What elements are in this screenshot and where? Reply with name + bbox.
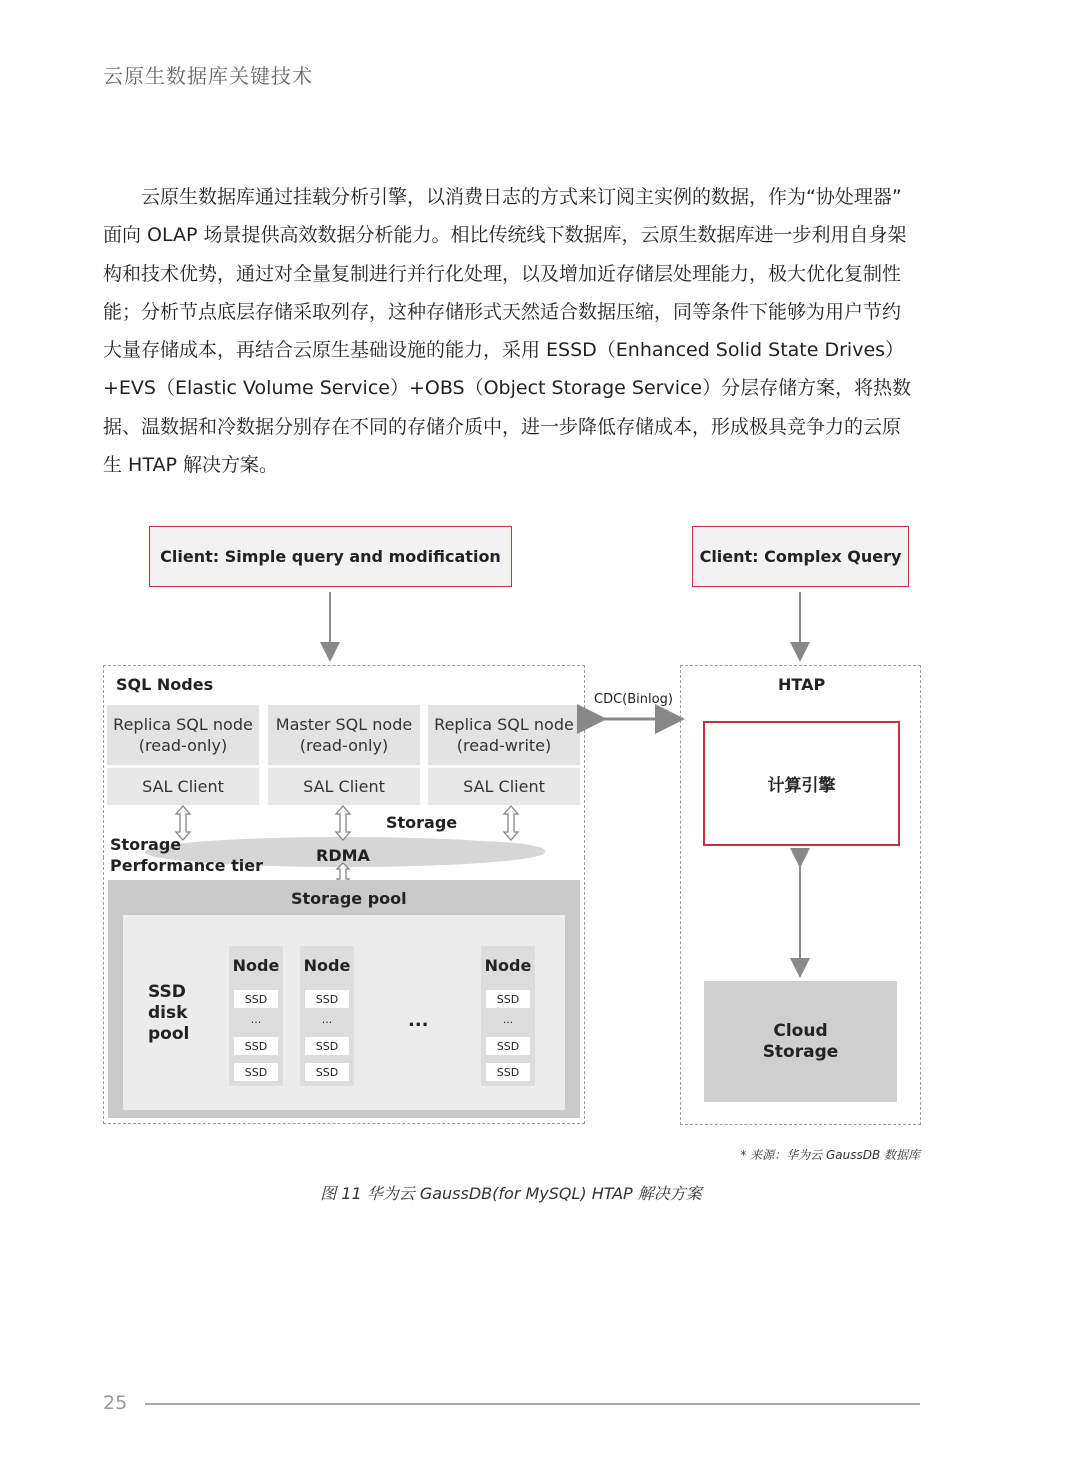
cloud-storage-line1: Cloud [773, 1020, 828, 1041]
sql-node-mode: (read-write) [456, 736, 552, 755]
ssd-pool-line1: SSD [148, 982, 186, 1002]
rdma-label: RDMA [316, 846, 370, 865]
sal-client-1: SAL Client [107, 768, 259, 805]
ellipsis: ... [250, 1013, 262, 1026]
ellipsis: ... [321, 1013, 333, 1026]
paragraph-line: 据、温数据和冷数据分别存在不同的存储介质中，进一步降低存储成本，形成极具竞争力的云原 [103, 415, 902, 438]
ssd-disk: SSD [234, 1063, 278, 1081]
sal-client-2: SAL Client [268, 768, 420, 805]
node-label: Node [232, 956, 280, 975]
ssd-pool-line3: pool [148, 1024, 190, 1044]
sql-node-name: Replica SQL node [113, 715, 253, 734]
ssd-disk: SSD [305, 1063, 349, 1081]
htap-title: HTAP [778, 675, 826, 694]
figure-caption: 图 11 华为云 GaussDB(for MySQL) HTAP 解决方案 [320, 1184, 702, 1203]
cdc-binlog-label: CDC(Binlog) [594, 692, 673, 707]
nodes-ellipsis: ... [408, 1010, 429, 1031]
footer-rule [145, 1403, 920, 1405]
node-label: Node [484, 956, 532, 975]
paragraph-line: 生 HTAP 解决方案。 [103, 454, 278, 477]
cloud-storage-line2: Storage [762, 1041, 839, 1062]
figure-source: * 来源：华为云 GaussDB 数据库 [740, 1148, 920, 1162]
page-number: 25 [103, 1392, 128, 1414]
storage-perf-line1: Storage [110, 835, 182, 854]
storage-perf-line2: Performance tier [110, 856, 263, 875]
ssd-disk: SSD [486, 1063, 530, 1081]
paragraph-line: 构和技术优势，通过对全量复制进行并行化处理，以及增加近存储层处理能力，极大优化复制性 [103, 262, 902, 285]
sql-nodes-title: SQL Nodes [116, 675, 214, 694]
sql-node-mode: (read-only) [138, 736, 228, 755]
running-header: 云原生数据库关键技术 [103, 64, 313, 88]
ssd-disk: SSD [234, 1037, 278, 1055]
paragraph-line: 云原生数据库通过挂载分析引擎，以消费日志的方式来订阅主实例的数据，作为“协处理器” [141, 186, 902, 208]
storage-pool-title: Storage pool [291, 889, 407, 908]
paragraph-line: +EVS（Elastic Volume Service）+OBS（Object Storage Service）分层存储方案，将热数 [103, 377, 912, 400]
paragraph-line: 面向 OLAP 场景提供高效数据分析能力。相比传统线下数据库，云原生数据库进一步利用自身架 [103, 224, 907, 247]
double-arrow-icon [504, 806, 518, 840]
sql-node-name: Replica SQL node [434, 715, 574, 734]
paragraph-line: 能；分析节点底层存储采取列存，这种存储形式天然适合数据压缩，同等条件下能够为用户节约 [103, 300, 902, 323]
ssd-disk: SSD [486, 1037, 530, 1055]
node-label: Node [303, 956, 351, 975]
cloud-storage-box [704, 981, 897, 1102]
compute-engine-box: 计算引擎 [703, 721, 900, 846]
ssd-disk: SSD [305, 990, 349, 1008]
ssd-disk: SSD [486, 990, 530, 1008]
paragraph-line: 大量存储成本，再结合云原生基础设施的能力，采用 ESSD（Enhanced Solid State Drives） [103, 339, 905, 362]
rdma-cloud-shape [395, 841, 545, 861]
ssd-disk: SSD [234, 990, 278, 1008]
client-complex-box: Client: Complex Query [692, 526, 909, 587]
sql-node-name: Master SQL node [275, 715, 413, 734]
double-arrow-icon [336, 806, 350, 840]
ssd-disk: SSD [305, 1037, 349, 1055]
sal-client-3: SAL Client [428, 768, 580, 805]
sql-node-mode: (read-only) [299, 736, 389, 755]
storage-label: Storage [386, 813, 458, 832]
ssd-pool-line2: disk [148, 1003, 188, 1023]
client-simple-box: Client: Simple query and modification [149, 526, 512, 587]
ellipsis: ... [502, 1013, 514, 1026]
